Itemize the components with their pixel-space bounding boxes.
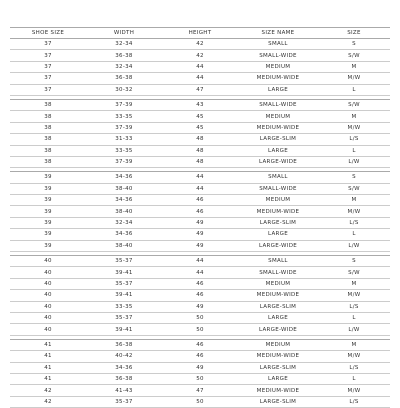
- cell-size-name: SMALL-WIDE: [238, 267, 318, 278]
- cell-size-name: LARGE: [238, 312, 318, 323]
- cell-shoe-size: 39: [10, 217, 86, 228]
- cell-shoe-size: 38: [10, 134, 86, 145]
- table-row: [10, 229, 390, 240]
- cell-size-name: SMALL-WIDE: [238, 50, 318, 61]
- cell-size-name: SMALL: [238, 39, 318, 50]
- cell-shoe-size: 37: [10, 39, 86, 50]
- cell-height: 44: [162, 73, 238, 84]
- cell-width: 36-38: [86, 373, 162, 384]
- cell-size: M/W: [318, 385, 390, 396]
- cell-size-name: MEDIUM: [238, 61, 318, 72]
- cell-height: 44: [162, 172, 238, 183]
- cell-height: 49: [162, 362, 238, 373]
- cell-shoe-size: 37: [10, 50, 86, 61]
- cell-size: L: [318, 145, 390, 156]
- cell-width: 35-37: [86, 396, 162, 407]
- cell-height: 46: [162, 278, 238, 289]
- cell-size-name: LARGE-WIDE: [238, 240, 318, 251]
- cell-size: S/W: [318, 99, 390, 110]
- table-row: [10, 183, 390, 194]
- cell-width: 40-42: [86, 351, 162, 362]
- cell-width: 32-34: [86, 39, 162, 50]
- cell-size-name: MEDIUM-WIDE: [238, 206, 318, 217]
- cell-shoe-size: 40: [10, 301, 86, 312]
- table-row: [10, 73, 390, 84]
- table-row: [10, 195, 390, 206]
- cell-width: 33-35: [86, 301, 162, 312]
- cell-size: L/S: [318, 217, 390, 228]
- cell-size: L/W: [318, 240, 390, 251]
- cell-size-name: MEDIUM-WIDE: [238, 122, 318, 133]
- cell-width: 35-37: [86, 312, 162, 323]
- cell-width: 38-40: [86, 240, 162, 251]
- cell-height: 49: [162, 229, 238, 240]
- cell-shoe-size: 38: [10, 122, 86, 133]
- cell-size: M: [318, 278, 390, 289]
- cell-size-name: MEDIUM: [238, 111, 318, 122]
- cell-size-name: LARGE-SLIM: [238, 301, 318, 312]
- cell-size-name: LARGE: [238, 84, 318, 95]
- cell-size: S/W: [318, 267, 390, 278]
- cell-width: 30-32: [86, 84, 162, 95]
- cell-size: M/W: [318, 73, 390, 84]
- size-table: [10, 27, 390, 408]
- cell-size-name: LARGE-WIDE: [238, 156, 318, 167]
- header-shoe-size: SHOE SIZE: [10, 28, 86, 39]
- table-row: [10, 172, 390, 183]
- cell-width: 37-39: [86, 99, 162, 110]
- cell-shoe-size: 41: [10, 339, 86, 350]
- cell-shoe-size: 38: [10, 156, 86, 167]
- cell-height: 44: [162, 267, 238, 278]
- cell-size-name: LARGE-SLIM: [238, 217, 318, 228]
- cell-size: M: [318, 195, 390, 206]
- cell-shoe-size: 39: [10, 229, 86, 240]
- cell-size-name: MEDIUM-WIDE: [238, 351, 318, 362]
- cell-shoe-size: 40: [10, 312, 86, 323]
- table-row: [10, 156, 390, 167]
- cell-size-name: LARGE: [238, 145, 318, 156]
- cell-shoe-size: 40: [10, 290, 86, 301]
- header-size-name: SIZE NAME: [238, 28, 318, 39]
- cell-size: S: [318, 256, 390, 267]
- cell-size: M/W: [318, 290, 390, 301]
- cell-width: 39-41: [86, 267, 162, 278]
- table-row: [10, 373, 390, 384]
- cell-size-name: LARGE: [238, 229, 318, 240]
- cell-width: 37-39: [86, 156, 162, 167]
- table-body: [10, 39, 390, 408]
- cell-width: 31-33: [86, 134, 162, 145]
- cell-size: L: [318, 229, 390, 240]
- table-row: [10, 61, 390, 72]
- cell-width: 38-40: [86, 183, 162, 194]
- table-row: [10, 134, 390, 145]
- cell-width: 34-36: [86, 172, 162, 183]
- cell-shoe-size: 41: [10, 351, 86, 362]
- cell-height: 43: [162, 99, 238, 110]
- cell-size: M: [318, 61, 390, 72]
- cell-width: 37-39: [86, 122, 162, 133]
- cell-height: 45: [162, 122, 238, 133]
- cell-height: 44: [162, 61, 238, 72]
- table-row: [10, 145, 390, 156]
- cell-size: L: [318, 84, 390, 95]
- cell-shoe-size: 39: [10, 183, 86, 194]
- cell-size: M: [318, 111, 390, 122]
- cell-height: 46: [162, 290, 238, 301]
- cell-height: 46: [162, 339, 238, 350]
- cell-size-name: MEDIUM: [238, 339, 318, 350]
- cell-size-name: MEDIUM-WIDE: [238, 73, 318, 84]
- cell-height: 50: [162, 373, 238, 384]
- cell-height: 50: [162, 396, 238, 407]
- cell-size-name: SMALL: [238, 256, 318, 267]
- table-row: [10, 267, 390, 278]
- cell-size: S/W: [318, 50, 390, 61]
- table-row: [10, 122, 390, 133]
- cell-width: 33-35: [86, 145, 162, 156]
- header-size: SIZE: [318, 28, 390, 39]
- cell-size-name: LARGE: [238, 373, 318, 384]
- cell-height: 49: [162, 301, 238, 312]
- table-row: [10, 278, 390, 289]
- table-row: [10, 396, 390, 407]
- cell-height: 48: [162, 156, 238, 167]
- cell-size: L/W: [318, 324, 390, 335]
- cell-height: 47: [162, 385, 238, 396]
- cell-size-name: SMALL-WIDE: [238, 183, 318, 194]
- cell-size: S: [318, 172, 390, 183]
- table-row: [10, 324, 390, 335]
- cell-size-name: MEDIUM: [238, 195, 318, 206]
- table-row: [10, 111, 390, 122]
- table-row: [10, 256, 390, 267]
- cell-width: 39-41: [86, 290, 162, 301]
- cell-size: M/W: [318, 122, 390, 133]
- cell-height: 48: [162, 145, 238, 156]
- cell-size-name: MEDIUM-WIDE: [238, 385, 318, 396]
- cell-size: M/W: [318, 351, 390, 362]
- cell-size: L/W: [318, 156, 390, 167]
- cell-shoe-size: 41: [10, 362, 86, 373]
- cell-shoe-size: 39: [10, 240, 86, 251]
- table-row: [10, 206, 390, 217]
- cell-shoe-size: 39: [10, 195, 86, 206]
- cell-size-name: LARGE-SLIM: [238, 134, 318, 145]
- cell-width: 34-36: [86, 362, 162, 373]
- header-width: WIDTH: [86, 28, 162, 39]
- cell-size: S/W: [318, 183, 390, 194]
- table-row: [10, 39, 390, 50]
- cell-width: 34-36: [86, 195, 162, 206]
- cell-height: 45: [162, 111, 238, 122]
- cell-shoe-size: 37: [10, 61, 86, 72]
- cell-width: 36-38: [86, 339, 162, 350]
- cell-shoe-size: 39: [10, 172, 86, 183]
- header-row: [10, 28, 390, 39]
- table-row: [10, 290, 390, 301]
- cell-size-name: LARGE-WIDE: [238, 324, 318, 335]
- table-row: [10, 301, 390, 312]
- cell-width: 38-40: [86, 206, 162, 217]
- cell-shoe-size: 38: [10, 111, 86, 122]
- cell-width: 39-41: [86, 324, 162, 335]
- cell-width: 32-34: [86, 61, 162, 72]
- cell-width: 32-34: [86, 217, 162, 228]
- cell-shoe-size: 40: [10, 278, 86, 289]
- cell-size: L/S: [318, 301, 390, 312]
- cell-size: M: [318, 339, 390, 350]
- cell-shoe-size: 37: [10, 84, 86, 95]
- cell-height: 44: [162, 183, 238, 194]
- cell-width: 35-37: [86, 278, 162, 289]
- cell-shoe-size: 42: [10, 396, 86, 407]
- table-row: [10, 339, 390, 350]
- cell-height: 46: [162, 195, 238, 206]
- cell-shoe-size: 40: [10, 256, 86, 267]
- cell-height: 47: [162, 84, 238, 95]
- cell-width: 41-43: [86, 385, 162, 396]
- table-row: [10, 312, 390, 323]
- cell-width: 33-35: [86, 111, 162, 122]
- table-row: [10, 50, 390, 61]
- cell-shoe-size: 41: [10, 373, 86, 384]
- cell-size: L/S: [318, 396, 390, 407]
- cell-size-name: SMALL: [238, 172, 318, 183]
- cell-size-name: SMALL-WIDE: [238, 99, 318, 110]
- table-row: [10, 99, 390, 110]
- cell-size: L/S: [318, 134, 390, 145]
- cell-shoe-size: 40: [10, 267, 86, 278]
- cell-height: 44: [162, 256, 238, 267]
- cell-width: 35-37: [86, 256, 162, 267]
- cell-width: 34-36: [86, 229, 162, 240]
- table-row: [10, 351, 390, 362]
- table-row: [10, 84, 390, 95]
- cell-shoe-size: 38: [10, 99, 86, 110]
- cell-height: 42: [162, 39, 238, 50]
- cell-size-name: LARGE-SLIM: [238, 396, 318, 407]
- cell-size-name: MEDIUM-WIDE: [238, 290, 318, 301]
- cell-height: 46: [162, 351, 238, 362]
- cell-width: 36-38: [86, 50, 162, 61]
- cell-height: 48: [162, 134, 238, 145]
- cell-shoe-size: 37: [10, 73, 86, 84]
- size-chart: [10, 27, 390, 408]
- cell-shoe-size: 39: [10, 206, 86, 217]
- cell-height: 49: [162, 240, 238, 251]
- cell-height: 50: [162, 324, 238, 335]
- cell-size: L: [318, 373, 390, 384]
- cell-size: M/W: [318, 206, 390, 217]
- cell-shoe-size: 40: [10, 324, 86, 335]
- cell-shoe-size: 38: [10, 145, 86, 156]
- cell-size: L/S: [318, 362, 390, 373]
- table-row: [10, 240, 390, 251]
- cell-height: 42: [162, 50, 238, 61]
- cell-width: 36-38: [86, 73, 162, 84]
- table-row: [10, 385, 390, 396]
- cell-size: L: [318, 312, 390, 323]
- cell-height: 49: [162, 217, 238, 228]
- cell-size: S: [318, 39, 390, 50]
- table-row: [10, 362, 390, 373]
- cell-size-name: MEDIUM: [238, 278, 318, 289]
- cell-height: 50: [162, 312, 238, 323]
- cell-height: 46: [162, 206, 238, 217]
- table-row: [10, 217, 390, 228]
- cell-shoe-size: 42: [10, 385, 86, 396]
- cell-size-name: LARGE-SLIM: [238, 362, 318, 373]
- header-height: HEIGHT: [162, 28, 238, 39]
